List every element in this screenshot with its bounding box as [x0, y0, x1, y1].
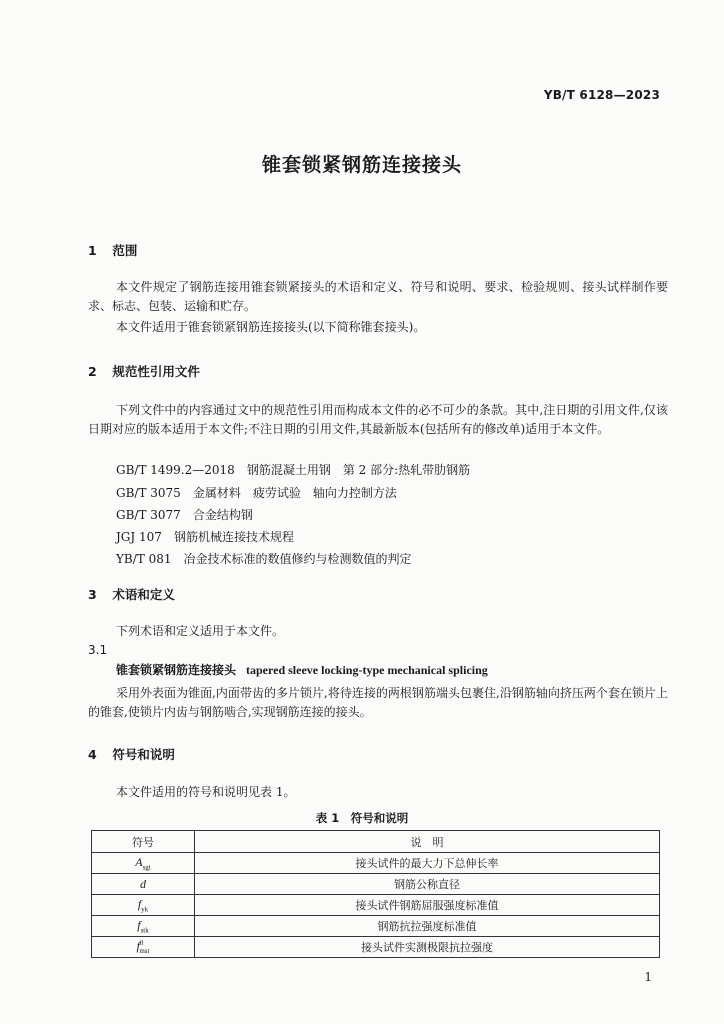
- reference-item: [116, 484, 397, 501]
- table-header-row: [92, 831, 660, 853]
- reference-code: GB/T 3077: [116, 508, 181, 522]
- term-chinese: 锥套锁紧钢筋连接接头: [116, 663, 237, 677]
- section-title: 符号和说明: [112, 747, 175, 762]
- section-title: 范围: [112, 243, 138, 258]
- symbol-subscript: mst: [139, 947, 150, 956]
- reference-code: GB/T 1499.2—2018: [116, 463, 235, 477]
- paragraph: 本文件适用于锥套锁紧钢筋连接接头(以下简称锥套接头)。: [116, 320, 426, 334]
- reference-name: 金属材料 疲劳试验 轴向力控制方法: [192, 486, 397, 500]
- section-number: 1: [88, 243, 97, 258]
- reference-name: 钢筋混凝土用钢 第 2 部分:热轧带肋钢筋: [246, 463, 471, 477]
- table-header-cell: 说 明: [195, 831, 660, 853]
- symbol-letter: f: [137, 896, 142, 911]
- symbol-letter: A: [135, 854, 143, 869]
- section-title: 术语和定义: [112, 587, 175, 602]
- reference-name: 冶金技术标准的数值修约与检测数值的判定: [183, 552, 412, 566]
- table-caption: 表 1 符号和说明: [315, 811, 409, 825]
- symbol-cell: [92, 853, 195, 874]
- section-heading-2: [88, 362, 200, 380]
- term-definition: 采用外表面为锥面,内面带齿的多片锁片,将待连接的两根钢筋端头包裹住,沿钢筋轴向挤压两个套在锁片上的锥套,使锁片内齿与钢筋啮合,实现钢筋连接的接头。: [88, 686, 668, 719]
- description-cell: 钢筋公称直径: [195, 874, 660, 895]
- reference-name: 合金结构钢: [192, 508, 253, 522]
- section-title: 规范性引用文件: [112, 364, 200, 379]
- section-heading-4: [88, 745, 175, 763]
- description-cell: 接头试件的最大力下总伸长率: [195, 853, 660, 874]
- paragraph: 下列术语和定义适用于本文件。: [116, 624, 285, 638]
- section-number: 2: [88, 364, 97, 379]
- table-row: [92, 916, 660, 937]
- term-english: tapered sleeve locking-type mechanical splicing: [246, 663, 488, 677]
- table-header-cell: 符号: [92, 831, 195, 853]
- paragraph: 本文件规定了钢筋连接用锥套锁紧接头的术语和定义、符号和说明、要求、检验规则、接头试样制作要求、标志、包装、运输和贮存。: [88, 280, 668, 313]
- section-heading-1: [88, 241, 137, 259]
- reference-code: JGJ 107: [116, 530, 162, 544]
- symbol-subscript: stk: [140, 926, 149, 935]
- section-number: 3: [88, 587, 97, 602]
- section-number: 4: [88, 747, 97, 762]
- description-cell: 接头试件钢筋屈服强度标准值: [195, 895, 660, 916]
- reference-item: [116, 506, 253, 523]
- document-title: 锥套锁紧钢筋连接接头: [261, 154, 462, 176]
- term-heading: [116, 661, 488, 678]
- table-row: [92, 895, 660, 916]
- symbol-cell: [92, 937, 195, 958]
- section-heading-3: [88, 585, 175, 603]
- reference-code: YB/T 081: [116, 552, 172, 566]
- table-row: [92, 853, 660, 874]
- reference-name: 钢筋机械连接技术规程: [173, 530, 294, 544]
- table-row: [92, 937, 660, 958]
- paragraph: 下列文件中的内容通过文中的规范性引用而构成本文件的必不可少的条款。其中,注日期的引用文件,仅该日期对应的版本适用于本文件;不注日期的引用文件,其最新版本(包括所有的修改单)适用于本文件。: [88, 403, 668, 436]
- symbol-cell: [92, 916, 195, 937]
- symbol-cell: [92, 895, 195, 916]
- symbols-table: [91, 830, 660, 958]
- paragraph: 本文件适用的符号和说明见表 1。: [116, 785, 296, 799]
- symbol-cell: [92, 874, 195, 895]
- table-row: [92, 874, 660, 895]
- symbol-letter: f: [137, 917, 141, 932]
- reference-item: [116, 461, 470, 478]
- reference-code: GB/T 3075: [116, 486, 181, 500]
- symbol-letter: f: [136, 938, 140, 953]
- description-cell: 钢筋抗拉强度标准值: [195, 916, 660, 937]
- page-number: 1: [644, 970, 652, 984]
- symbol-subscript: sgt: [142, 863, 151, 872]
- symbol-letter: d: [140, 876, 146, 891]
- standard-number: YB/T 6128—2023: [543, 88, 660, 102]
- symbol-superscript: 0: [139, 938, 144, 947]
- symbol-subscript: yk: [141, 905, 149, 914]
- reference-item: [116, 550, 412, 567]
- reference-item: [116, 528, 294, 545]
- description-cell: 接头试件实测极限抗拉强度: [195, 937, 660, 958]
- term-number: 3.1: [88, 643, 108, 657]
